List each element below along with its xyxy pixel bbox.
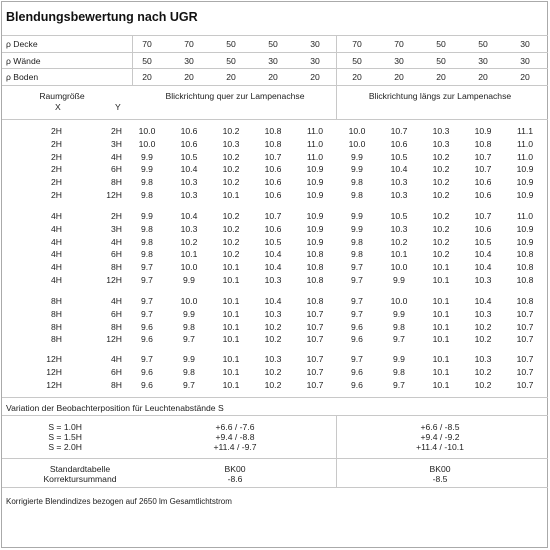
- reflectance-label: ρ Wände: [6, 56, 41, 66]
- reflectance-value: 50: [478, 39, 488, 49]
- ugr-value: 9.9: [393, 354, 405, 364]
- ugr-value: 10.3: [180, 223, 198, 234]
- row-x-value: 4H: [51, 249, 62, 260]
- reflectance-value: 20: [352, 72, 362, 82]
- row-y-value: 6H: [111, 308, 122, 319]
- ugr-value: 10.6: [474, 190, 492, 200]
- ugr-value: 10.4: [264, 262, 282, 273]
- ugr-value: 10.7: [516, 366, 534, 377]
- ugr-value: 10.6: [264, 177, 282, 188]
- ugr-value: 10.2: [432, 249, 450, 260]
- ugr-value: 9.7: [141, 308, 153, 319]
- ugr-value: 10.2: [264, 334, 282, 345]
- row-y-value: 12H: [106, 334, 122, 345]
- ugr-value: 10.7: [306, 321, 324, 332]
- ugr-value: 9.8: [393, 366, 405, 377]
- ugr-value: 10.4: [180, 211, 198, 221]
- row-x-value: 12H: [46, 379, 62, 390]
- row-x-value: 2H: [51, 126, 62, 136]
- ugr-value: 10.1: [222, 296, 240, 306]
- reflectance-value: 50: [226, 56, 236, 66]
- ugr-value: 9.9: [393, 275, 405, 285]
- ugr-value: 10.8: [516, 296, 534, 306]
- reflectance-value: 70: [142, 39, 152, 49]
- ugr-value: 9.6: [141, 379, 153, 390]
- ugr-value: 10.8: [516, 249, 534, 260]
- ugr-value: 9.6: [141, 321, 153, 332]
- room-size-header: Raumgröße: [39, 91, 85, 101]
- reflectance-value: 20: [184, 72, 194, 82]
- reflectance-value: 30: [520, 56, 530, 66]
- ugr-value: 10.7: [474, 164, 492, 175]
- ugr-value: 10.1: [222, 321, 240, 332]
- divider: [2, 458, 548, 459]
- correction-label: Korrektursummand: [43, 474, 117, 484]
- divider: [132, 35, 133, 85]
- row-x-value: 4H: [51, 236, 62, 247]
- ugr-value: 9.8: [141, 249, 153, 260]
- ugr-value: 10.7: [516, 334, 534, 345]
- ugr-value: 9.6: [141, 334, 153, 345]
- row-x-value: 12H: [46, 366, 62, 377]
- ugr-value: 10.3: [390, 177, 408, 188]
- ugr-value: 10.4: [180, 164, 198, 175]
- row-x-value: 4H: [51, 223, 62, 234]
- ugr-value: 10.8: [516, 275, 534, 285]
- row-y-value: 8H: [111, 321, 122, 332]
- ugr-value: 10.2: [222, 151, 240, 162]
- ugr-value: 10.8: [516, 262, 534, 273]
- ugr-value: 10.0: [390, 296, 408, 306]
- reflectance-value: 30: [310, 39, 320, 49]
- ugr-value: 10.3: [474, 308, 492, 319]
- reflectance-value: 70: [184, 39, 194, 49]
- standard-table-label: Standardtabelle: [49, 464, 111, 474]
- reflectance-value: 20: [310, 72, 320, 82]
- ugr-value: 11.0: [306, 126, 324, 136]
- row-y-value: 6H: [111, 249, 122, 260]
- reflectance-label: ρ Decke: [6, 39, 38, 49]
- ugr-value: 9.9: [393, 308, 405, 319]
- row-x-value: 8H: [51, 296, 62, 306]
- ugr-value: 10.7: [306, 366, 324, 377]
- row-y-value: 2H: [111, 211, 122, 221]
- ugr-value: 10.6: [390, 138, 408, 149]
- ugr-value: 10.9: [306, 190, 324, 200]
- ugr-value: 10.9: [306, 211, 324, 221]
- ugr-value: 10.0: [138, 126, 156, 136]
- ugr-value: 10.9: [306, 236, 324, 247]
- ugr-value: 10.1: [222, 366, 240, 377]
- ugr-value: 10.1: [222, 308, 240, 319]
- ugr-value: 10.1: [432, 308, 450, 319]
- ugr-value: 10.5: [474, 236, 492, 247]
- reflectance-value: 50: [436, 56, 446, 66]
- ugr-value: 9.8: [183, 366, 195, 377]
- ugr-value: 10.7: [264, 211, 282, 221]
- ugr-value: 10.8: [306, 249, 324, 260]
- ugr-value: 10.0: [180, 262, 198, 273]
- ugr-value: 10.3: [180, 190, 198, 200]
- ugr-value: 10.7: [474, 151, 492, 162]
- row-y-value: 3H: [111, 223, 122, 234]
- ugr-value: 10.1: [432, 262, 450, 273]
- row-y-value: 12H: [106, 190, 122, 200]
- row-y-value: 4H: [111, 296, 122, 306]
- ugr-value: 9.7: [141, 296, 153, 306]
- ugr-value: 10.7: [516, 354, 534, 364]
- view-along-header: Blickrichtung längs zur Lampenachse: [368, 91, 512, 101]
- ugr-value: 10.8: [306, 275, 324, 285]
- ugr-value: 9.9: [351, 151, 363, 162]
- ugr-value: 9.8: [351, 236, 363, 247]
- row-x-value: 2H: [51, 151, 62, 162]
- reflectance-value: 30: [184, 56, 194, 66]
- ugr-value: 10.2: [222, 164, 240, 175]
- ugr-value: 10.5: [264, 236, 282, 247]
- ugr-value: 9.9: [141, 211, 153, 221]
- ugr-value: 9.7: [351, 262, 363, 273]
- ugr-value: 9.7: [183, 334, 195, 345]
- footnote: Korrigierte Blendindizes bezogen auf 2650 lm Gesamtlichtstrom: [6, 497, 232, 506]
- ugr-value: 10.1: [432, 321, 450, 332]
- divider: [336, 415, 337, 487]
- ugr-value: 10.1: [222, 334, 240, 345]
- row-y-value: 4H: [111, 354, 122, 364]
- ugr-value: 10.8: [264, 138, 282, 149]
- ugr-value: 10.2: [264, 379, 282, 390]
- ugr-value: 10.6: [264, 223, 282, 234]
- ugr-value: 9.7: [351, 308, 363, 319]
- ugr-value: 10.3: [264, 275, 282, 285]
- ugr-value: 10.2: [222, 249, 240, 260]
- page-title: Blendungsbewertung nach UGR: [6, 10, 198, 24]
- ugr-value: 10.7: [474, 211, 492, 221]
- divider: [2, 35, 548, 36]
- ugr-value: 9.9: [351, 164, 363, 175]
- ugr-value: 10.6: [264, 164, 282, 175]
- row-x-value: 4H: [51, 262, 62, 273]
- ugr-value: 9.6: [351, 366, 363, 377]
- ugr-value: 10.2: [432, 177, 450, 188]
- row-y-value: 6H: [111, 164, 122, 175]
- ugr-value: 9.6: [351, 379, 363, 390]
- ugr-value: 10.9: [306, 164, 324, 175]
- row-x-value: 2H: [51, 138, 62, 149]
- ugr-value: 9.6: [351, 321, 363, 332]
- reflectance-label: ρ Boden: [6, 72, 39, 82]
- ugr-value: 10.8: [306, 296, 324, 306]
- ugr-value: 10.2: [474, 379, 492, 390]
- ugr-value: 10.9: [516, 236, 534, 247]
- divider: [2, 487, 548, 488]
- row-x-value: 8H: [51, 321, 62, 332]
- ugr-value: 10.9: [474, 126, 492, 136]
- reflectance-value: 30: [520, 39, 530, 49]
- ugr-value: 10.3: [390, 223, 408, 234]
- row-y-value: 4H: [111, 151, 122, 162]
- divider: [2, 52, 548, 53]
- ugr-value: 10.6: [180, 126, 198, 136]
- ugr-value: 10.1: [432, 296, 450, 306]
- ugr-value: 10.2: [474, 321, 492, 332]
- ugr-value: 10.1: [222, 190, 240, 200]
- ugr-value: 10.1: [222, 262, 240, 273]
- standard-along-corr: -8.5: [432, 474, 448, 484]
- divider: [2, 415, 548, 416]
- row-y-value: 12H: [106, 275, 122, 285]
- ugr-value: 9.9: [141, 151, 153, 162]
- ugr-value: 10.2: [390, 236, 408, 247]
- reflectance-value: 20: [520, 72, 530, 82]
- ugr-value: 10.7: [306, 334, 324, 345]
- ugr-value: 10.9: [516, 223, 534, 234]
- reflectance-value: 50: [268, 39, 278, 49]
- ugr-value: 11.0: [306, 151, 324, 162]
- reflectance-value: 20: [226, 72, 236, 82]
- row-x-value: 2H: [51, 177, 62, 188]
- ugr-value: 10.9: [306, 177, 324, 188]
- ugr-value: 10.2: [432, 151, 450, 162]
- ugr-value: 10.0: [180, 296, 198, 306]
- reflectance-value: 20: [478, 72, 488, 82]
- variation-along: +9.4 / -9.2: [420, 432, 460, 442]
- ugr-value: 10.7: [306, 379, 324, 390]
- ugr-value: 10.2: [264, 366, 282, 377]
- reflectance-value: 20: [436, 72, 446, 82]
- ugr-value: 10.3: [222, 138, 240, 149]
- variation-label: S = 1.5H: [48, 432, 82, 442]
- ugr-value: 9.7: [351, 296, 363, 306]
- ugr-value: 10.5: [390, 151, 408, 162]
- divider: [336, 35, 337, 119]
- ugr-value: 9.9: [183, 275, 195, 285]
- ugr-value: 10.7: [516, 321, 534, 332]
- ugr-value: 11.0: [306, 138, 324, 149]
- ugr-value: 10.6: [474, 177, 492, 188]
- ugr-value: 9.6: [351, 334, 363, 345]
- ugr-value: 10.2: [432, 190, 450, 200]
- standard-across-corr: -8.6: [227, 474, 243, 484]
- ugr-value: 9.9: [183, 354, 195, 364]
- divider: [2, 119, 548, 120]
- ugr-value: 9.7: [183, 379, 195, 390]
- ugr-value: 9.7: [141, 262, 153, 273]
- ugr-value: 10.2: [432, 164, 450, 175]
- variation-label: S = 2.0H: [48, 442, 82, 452]
- ugr-value: 10.4: [390, 164, 408, 175]
- reflectance-value: 20: [142, 72, 152, 82]
- variation-across: +11.4 / -9.7: [213, 442, 257, 452]
- reflectance-value: 50: [226, 39, 236, 49]
- ugr-value: 10.5: [390, 211, 408, 221]
- ugr-value: 10.4: [474, 262, 492, 273]
- ugr-value: 11.0: [516, 138, 534, 149]
- standard-along-table: BK00: [429, 464, 451, 474]
- ugr-value: 9.7: [141, 275, 153, 285]
- ugr-value: 10.8: [264, 126, 282, 136]
- ugr-value: 10.3: [432, 126, 450, 136]
- ugr-value: 11.0: [516, 151, 534, 162]
- ugr-value: 10.1: [222, 275, 240, 285]
- ugr-value: 10.2: [222, 223, 240, 234]
- ugr-value: 10.2: [432, 223, 450, 234]
- divider: [2, 397, 548, 398]
- reflectance-value: 20: [394, 72, 404, 82]
- variation-across: +9.4 / -8.8: [215, 432, 255, 442]
- ugr-value: 11.1: [516, 126, 534, 136]
- ugr-value: 10.1: [432, 366, 450, 377]
- ugr-value: 10.2: [222, 177, 240, 188]
- ugr-value: 10.3: [264, 308, 282, 319]
- view-across-header: Blickrichtung quer zur Lampenachse: [165, 91, 305, 101]
- reflectance-value: 70: [352, 39, 362, 49]
- ugr-value: 10.4: [474, 296, 492, 306]
- row-y-value: 8H: [111, 262, 122, 273]
- row-x-value: 2H: [51, 164, 62, 175]
- row-x-value: 8H: [51, 308, 62, 319]
- ugr-value: 9.7: [393, 334, 405, 345]
- ugr-value: 11.0: [516, 211, 534, 221]
- ugr-value: 10.2: [474, 366, 492, 377]
- ugr-value: 9.8: [141, 223, 153, 234]
- ugr-value: 10.2: [222, 211, 240, 221]
- row-y-value: 8H: [111, 379, 122, 390]
- ugr-value: 10.7: [306, 308, 324, 319]
- ugr-value: 10.3: [474, 354, 492, 364]
- ugr-value: 10.9: [516, 190, 534, 200]
- ugr-value: 9.9: [351, 223, 363, 234]
- ugr-value: 10.3: [390, 190, 408, 200]
- row-x-value: 8H: [51, 334, 62, 345]
- variation-along: +11.4 / -10.1: [416, 442, 464, 452]
- ugr-value: 10.6: [180, 138, 198, 149]
- ugr-value: 10.4: [474, 249, 492, 260]
- ugr-value: 9.8: [141, 236, 153, 247]
- ugr-value: 10.7: [516, 379, 534, 390]
- divider: [2, 85, 548, 86]
- ugr-value: 9.9: [183, 308, 195, 319]
- ugr-value: 10.1: [222, 379, 240, 390]
- ugr-value: 9.8: [351, 249, 363, 260]
- ugr-value: 10.1: [222, 354, 240, 364]
- ugr-value: 9.9: [141, 164, 153, 175]
- reflectance-value: 30: [268, 56, 278, 66]
- row-x-value: 4H: [51, 211, 62, 221]
- ugr-value: 10.4: [264, 249, 282, 260]
- ugr-value: 10.3: [264, 354, 282, 364]
- ugr-value: 10.6: [264, 190, 282, 200]
- ugr-value: 10.1: [432, 334, 450, 345]
- ugr-value: 10.1: [432, 379, 450, 390]
- ugr-value: 10.8: [474, 138, 492, 149]
- row-y-value: 3H: [111, 138, 122, 149]
- ugr-value: 10.7: [264, 151, 282, 162]
- reflectance-value: 50: [436, 39, 446, 49]
- ugr-value: 10.7: [390, 126, 408, 136]
- ugr-value: 10.0: [138, 138, 156, 149]
- ugr-value: 9.8: [141, 190, 153, 200]
- variation-along: +6.6 / -8.5: [420, 422, 460, 432]
- ugr-value: 10.6: [474, 223, 492, 234]
- ugr-value: 10.2: [432, 236, 450, 247]
- ugr-value: 10.8: [306, 262, 324, 273]
- ugr-value: 10.0: [348, 138, 366, 149]
- ugr-value: 9.8: [351, 177, 363, 188]
- ugr-value: 10.3: [432, 138, 450, 149]
- ugr-value: 10.2: [222, 126, 240, 136]
- row-x-value: 4H: [51, 275, 62, 285]
- ugr-value: 10.7: [516, 308, 534, 319]
- ugr-value: 10.1: [180, 249, 198, 260]
- ugr-value: 10.9: [306, 223, 324, 234]
- ugr-value: 10.5: [180, 151, 198, 162]
- reflectance-value: 50: [142, 56, 152, 66]
- ugr-value: 10.1: [432, 275, 450, 285]
- ugr-value: 9.8: [141, 177, 153, 188]
- ugr-value: 10.9: [516, 177, 534, 188]
- ugr-value: 10.0: [390, 262, 408, 273]
- ugr-value: 9.8: [393, 321, 405, 332]
- ugr-value: 10.4: [264, 296, 282, 306]
- row-x-value: 12H: [46, 354, 62, 364]
- ugr-value: 9.6: [141, 366, 153, 377]
- standard-across-table: BK00: [224, 464, 246, 474]
- ugr-value: 10.2: [222, 236, 240, 247]
- ugr-value: 10.1: [432, 354, 450, 364]
- ugr-value: 9.7: [393, 379, 405, 390]
- divider: [2, 68, 548, 69]
- ugr-value: 10.7: [306, 354, 324, 364]
- ugr-value: 9.7: [351, 275, 363, 285]
- ugr-value: 9.7: [141, 354, 153, 364]
- row-y-value: 8H: [111, 177, 122, 188]
- ugr-value: 10.9: [516, 164, 534, 175]
- reflectance-value: 70: [394, 39, 404, 49]
- ugr-value: 10.3: [180, 177, 198, 188]
- variation-caption: Variation der Beobachterposition für Leuchtenabstände S: [6, 403, 224, 413]
- y-header: Y: [115, 102, 121, 112]
- row-y-value: 4H: [111, 236, 122, 247]
- row-x-value: 2H: [51, 190, 62, 200]
- variation-across: +6.6 / -7.6: [215, 422, 255, 432]
- ugr-value: 10.2: [432, 211, 450, 221]
- ugr-value: 10.0: [348, 126, 366, 136]
- ugr-value: 9.8: [351, 190, 363, 200]
- ugr-value: 9.8: [183, 321, 195, 332]
- reflectance-value: 50: [352, 56, 362, 66]
- ugr-value: 10.3: [474, 275, 492, 285]
- ugr-value: 10.1: [390, 249, 408, 260]
- reflectance-value: 30: [310, 56, 320, 66]
- ugr-value: 9.7: [351, 354, 363, 364]
- reflectance-value: 30: [394, 56, 404, 66]
- ugr-value: 10.2: [474, 334, 492, 345]
- ugr-value: 10.2: [264, 321, 282, 332]
- row-y-value: 2H: [111, 126, 122, 136]
- row-y-value: 6H: [111, 366, 122, 377]
- variation-label: S = 1.0H: [48, 422, 82, 432]
- ugr-value: 9.9: [351, 211, 363, 221]
- reflectance-value: 20: [268, 72, 278, 82]
- reflectance-value: 30: [478, 56, 488, 66]
- ugr-value: 10.2: [180, 236, 198, 247]
- x-header: X: [55, 102, 61, 112]
